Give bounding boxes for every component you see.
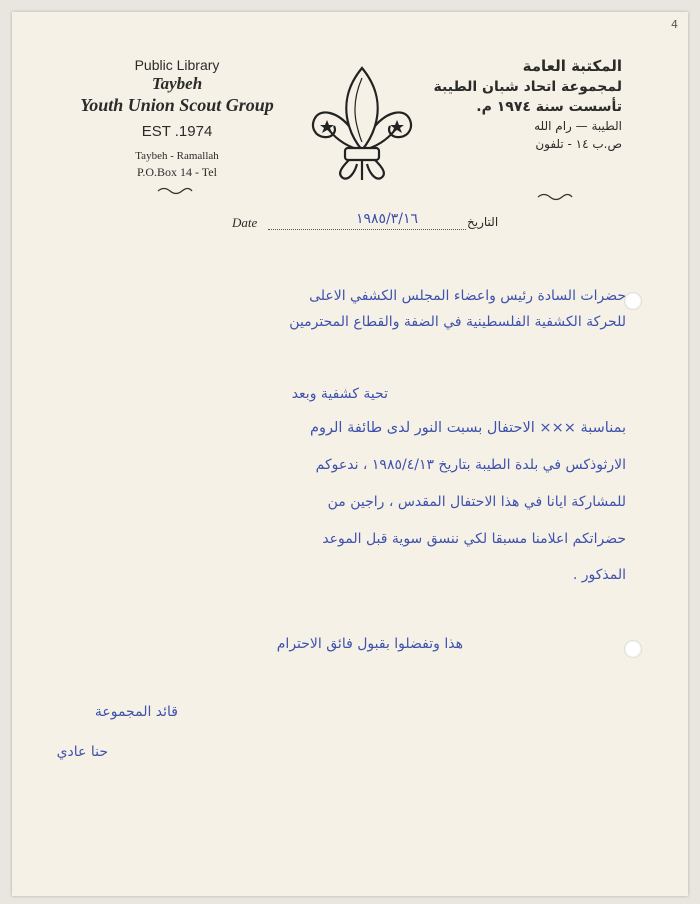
date-dotted-line — [268, 229, 466, 230]
date-label-ar: التاريخ — [467, 215, 499, 229]
page-number: 4 — [671, 18, 678, 31]
recipient-line: للحركة الكشفية الفلسطينية في الضفة والقطاع المحترمين — [289, 314, 626, 330]
address-ar: الطيبة — رام الله — [534, 119, 622, 133]
body-line: المذكور . — [572, 567, 626, 583]
established-ar: تأسست سنة ١٩٧٤ م. — [476, 99, 622, 115]
greeting: تحية كشفية وبعد — [291, 386, 388, 402]
signer-title: قائد المجموعة — [94, 704, 178, 720]
group-name-ar: لمجموعة اتحاد شبان الطيبة — [433, 79, 622, 95]
town-name: Taybeh — [151, 74, 203, 93]
recipient-line: حضرات السادة رئيس واعضاء المجلس الكشفي الاعلى — [309, 288, 626, 304]
po-box-ar: ص.ب ١٤ - تلفون — [535, 137, 622, 151]
address: Taybeh - Ramallah — [135, 150, 219, 162]
ornament-squiggle — [537, 192, 573, 202]
punch-hole — [624, 640, 642, 658]
body-line: حضراتكم اعلامنا مسبقا لكي ننسق سوية قبل الموعد — [322, 531, 626, 547]
body-line: للمشاركة ايانا في هذا الاحتفال المقدس ، راجين من — [327, 494, 626, 510]
letterhead-english — [57, 57, 297, 180]
signer-name: حنا عادي — [56, 744, 108, 760]
letter-page — [12, 12, 688, 896]
group-name: Youth Union Scout Group — [80, 95, 274, 115]
library-name: Public Library — [134, 57, 220, 73]
body-line: بمناسبة ××× الاحتفال بسبت النور لدى طائفة الروم — [310, 420, 626, 436]
date-label: Date — [232, 215, 258, 230]
closing: هذا وتفضلوا بقبول فائق الاحترام — [276, 636, 463, 652]
letterhead-arabic — [433, 57, 622, 155]
date-value: ١٩٨٥/٣/١٦ — [355, 211, 419, 227]
po-box: P.O.Box 14 - Tel — [137, 165, 217, 179]
library-name-ar: المكتبة العامة — [522, 57, 622, 75]
ornament-squiggle — [157, 186, 193, 196]
fleur-de-lis-icon — [307, 64, 417, 189]
punch-hole — [624, 292, 642, 310]
body-line: الارثوذكس في بلدة الطيبة بتاريخ ١٩٨٥/٤/١٣ ، ندعوكم — [315, 457, 626, 473]
established-year: EST .1974 — [141, 123, 213, 140]
